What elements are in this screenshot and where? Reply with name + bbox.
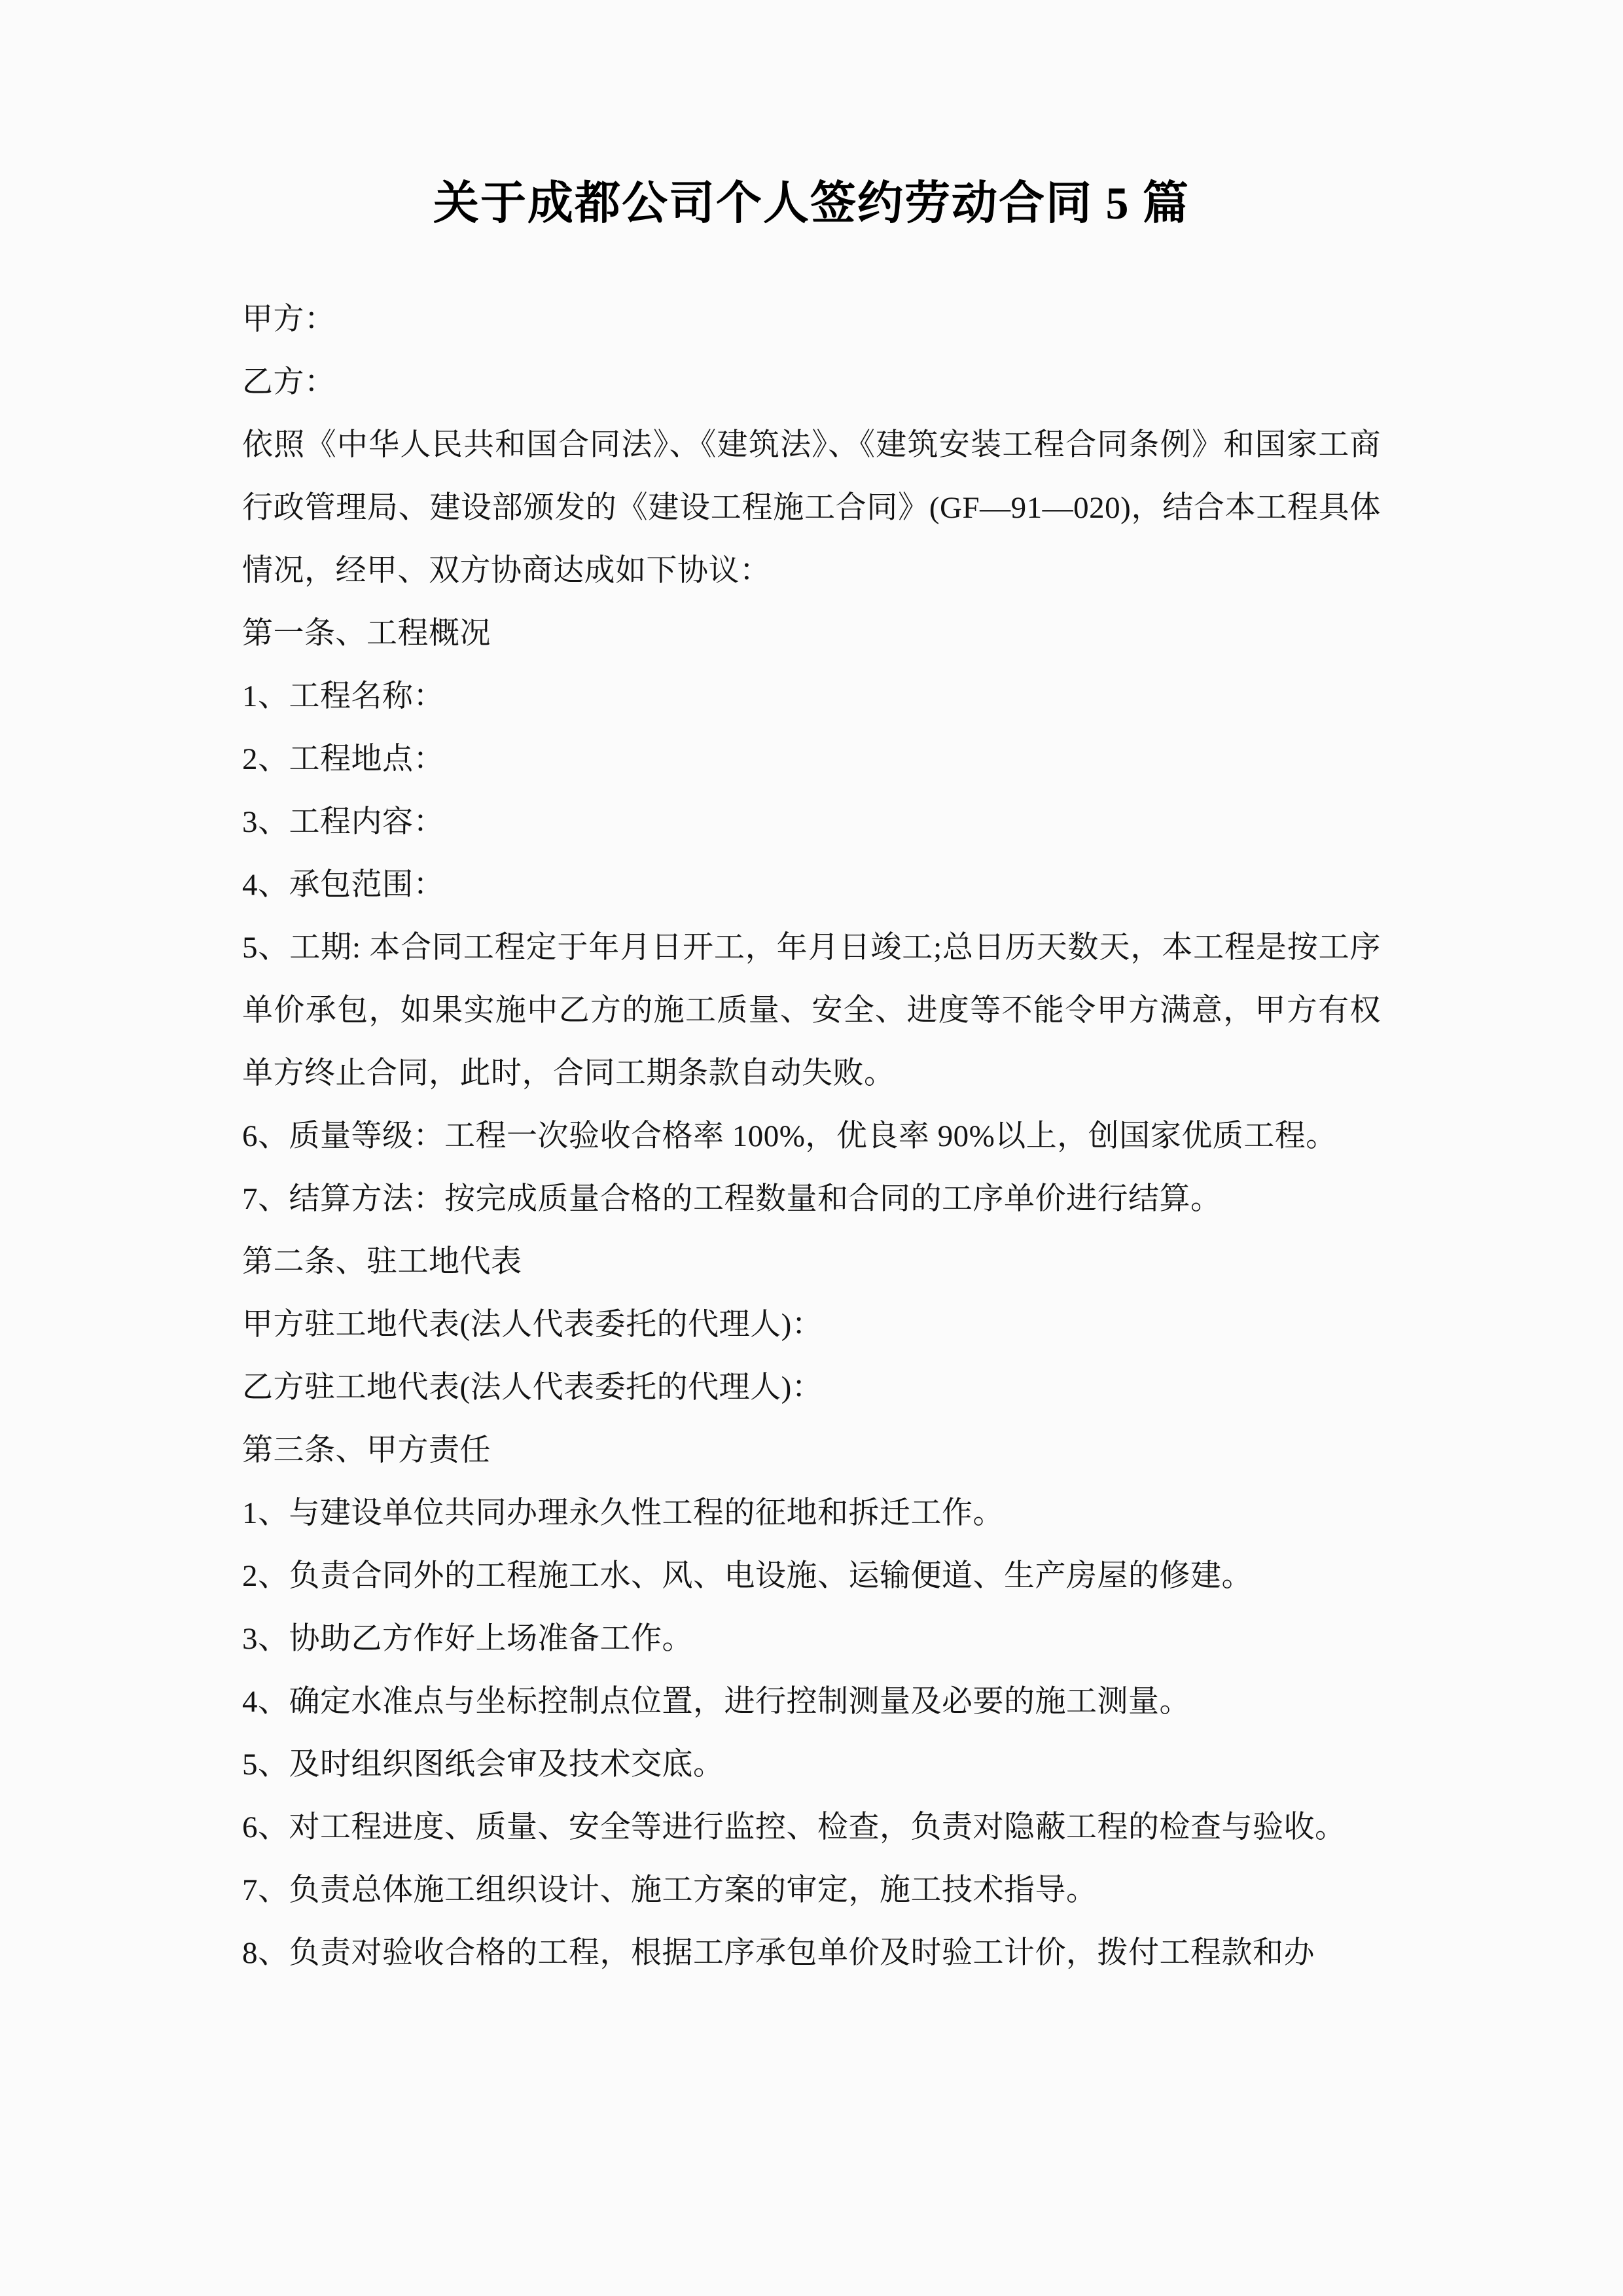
article-1-item-6: 6、质量等级：工程一次验收合格率 100%，优良率 90%以上，创国家优质工程。 [242,1119,1337,1153]
article-3-item-7: 7、负责总体施工组织设计、施工方案的审定，施工技术指导。 [242,1873,1097,1907]
page-title: 关于成都公司个人签约劳动合同 5 篇 [433,179,1190,229]
paragraph-preamble: 依照《中华人民共和国合同法》、《建筑法》、《建筑安装工程合同条例》和国家工商行政管理局、建设部颁发的《建设工程施工合同》(GF—91—020)，结合本工程具体情况，经甲、双方协商达成如下协议： [242,427,1381,588]
article-1-item-4: 4、承包范围： [242,867,444,902]
article-3-item-5: 5、及时组织图纸会审及技术交底。 [242,1747,724,1782]
article-1-item-7: 7、结算方法：按完成质量合格的工程数量和合同的工序单价进行结算。 [242,1181,1222,1216]
paragraph-party-b: 乙方： [242,365,336,399]
article-1-item-5: 5、工期: 本合同工程定于年月日开工，年月日竣工;总日历天数天，本工程是按工序单价承包，如果实施中乙方的施工质量、安全、进度等不能令甲方满意，甲方有权单方终止合同，此时，合同工期条款自动失败。 [242,930,1381,1090]
document-body [242,288,1381,1984]
article-3-item-4: 4、确定水准点与坐标控制点位置，进行控制测量及必要的施工测量。 [242,1684,1190,1719]
article-1-item-2: 2、工程地点： [242,742,444,776]
heading-article-1: 第一条、工程概况 [242,616,491,651]
article-2-item-2: 乙方驻工地代表(法人代表委托的代理人)： [242,1370,823,1405]
heading-article-2: 第二条、驻工地代表 [242,1244,522,1279]
article-3-item-8: 8、负责对验收合格的工程，根据工序承包单价及时验工计价，拨付工程款和办 [242,1935,1315,1970]
article-3-item-6: 6、对工程进度、质量、安全等进行监控、检查，负责对隐蔽工程的检查与验收。 [242,1810,1346,1844]
article-3-item-3: 3、协助乙方作好上场准备工作。 [242,1621,693,1656]
article-3-item-1: 1、与建设单位共同办理永久性工程的征地和拆迁工作。 [242,1496,1004,1530]
article-3-item-2: 2、负责合同外的工程施工水、风、电设施、运输便道、生产房屋的修建。 [242,1558,1253,1593]
heading-article-3: 第三条、甲方责任 [242,1433,491,1467]
article-2-item-1: 甲方驻工地代表(法人代表委托的代理人)： [242,1307,823,1342]
article-1-item-1: 1、工程名称： [242,679,444,713]
article-1-item-3: 3、工程内容： [242,804,444,839]
paragraph-party-a: 甲方： [242,302,336,336]
